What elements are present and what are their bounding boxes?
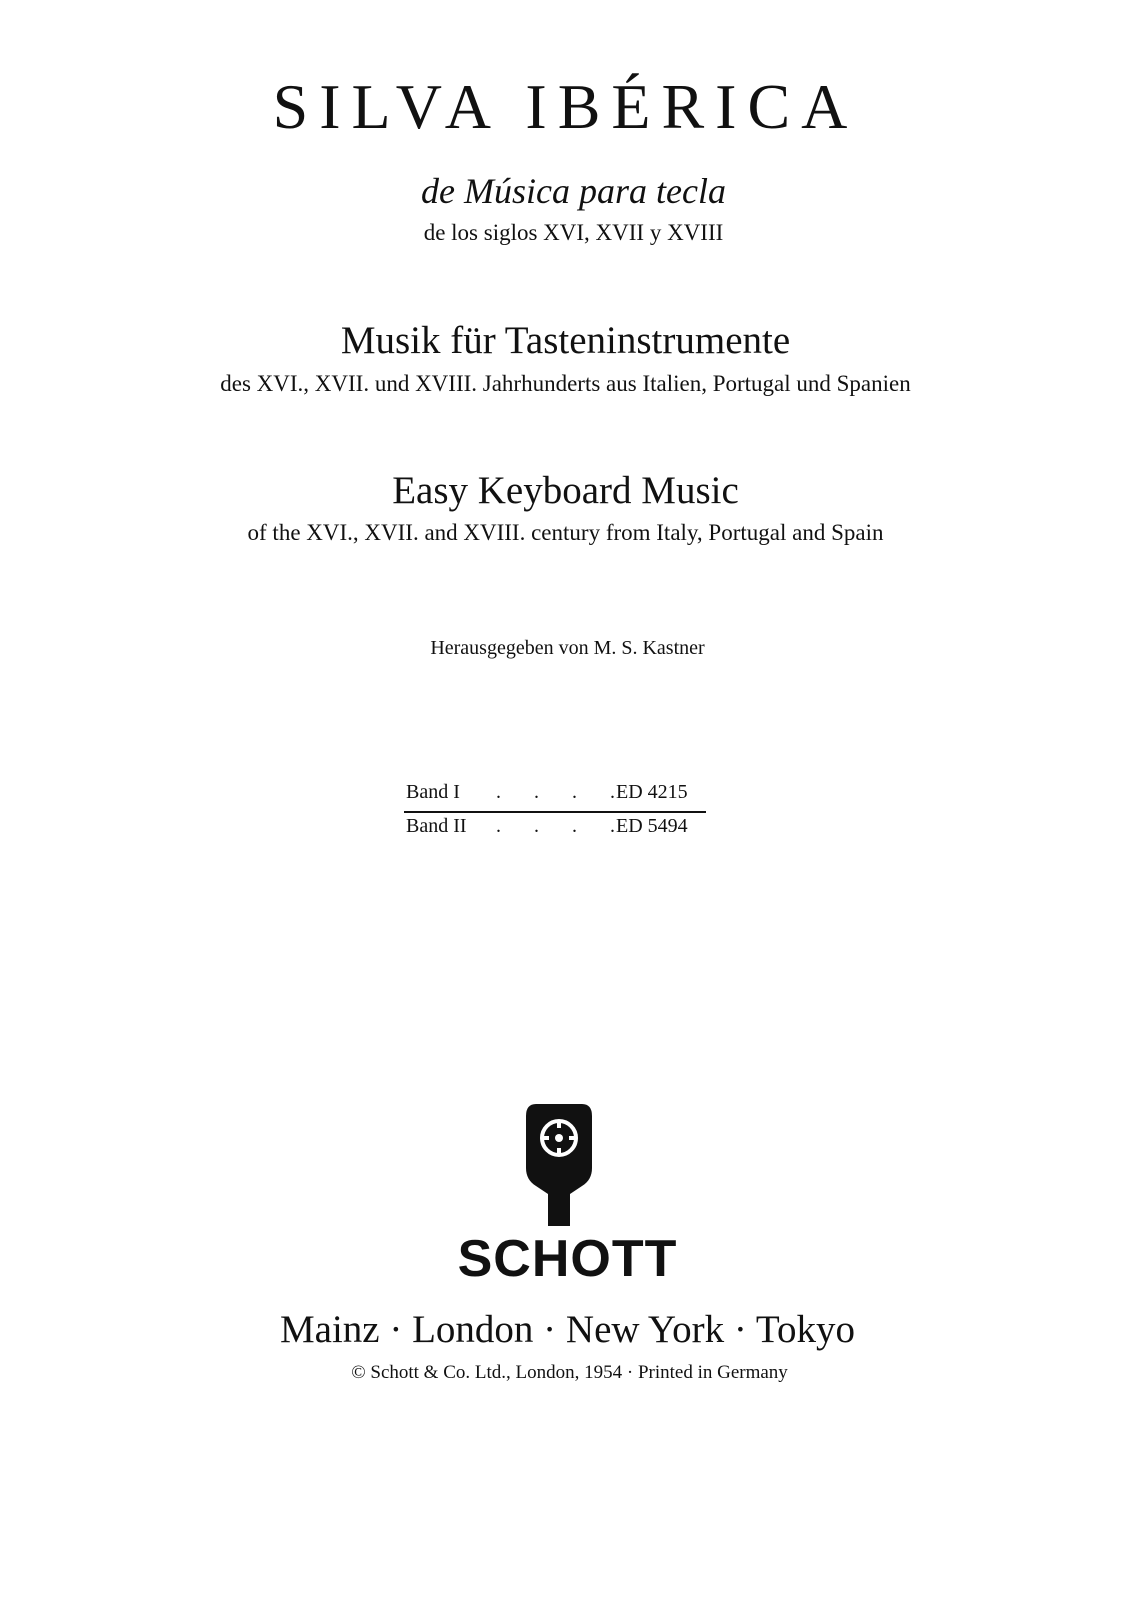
edition-leader-dots: . . . . [496,781,629,803]
edition-row [404,781,704,815]
edition-band: Band I [406,781,460,803]
editor-credit: Herausgegeben von M. S. Kastner [430,637,705,659]
english-title: Easy Keyboard Music [392,469,739,512]
spanish-centuries: de los siglos XVI, XVII y XVIII [423,220,724,245]
edition-band: Band II [406,815,467,837]
copyright-notice: © Schott & Co. Ltd., London, 1954 · Printed in Germany [351,1362,788,1383]
page-title: SILVA IBÉRICA [272,71,859,142]
wheel-hub [555,1134,563,1142]
german-subtitle: des XVI., XVII. und XVIII. Jahrhunderts aus Italien, Portugal und Spanien [220,371,911,396]
publisher-brand: SCHOTT [457,1230,678,1288]
spanish-subtitle: de Música para tecla [421,171,726,211]
schott-key-logo-icon [524,1102,594,1228]
publisher-cities: Mainz · London · New York · Tokyo [279,1308,855,1351]
edition-divider [404,811,706,813]
german-title: Musik für Tasteninstrumente [340,319,791,362]
edition-code: ED 5494 [616,815,688,837]
editions-list [404,781,704,849]
edition-leader-dots: . . . . [496,815,629,837]
edition-row [404,815,704,849]
english-subtitle: of the XVI., XVII. and XVIII. century from Italy, Portugal and Spain [247,520,884,545]
edition-code: ED 4215 [616,781,688,803]
